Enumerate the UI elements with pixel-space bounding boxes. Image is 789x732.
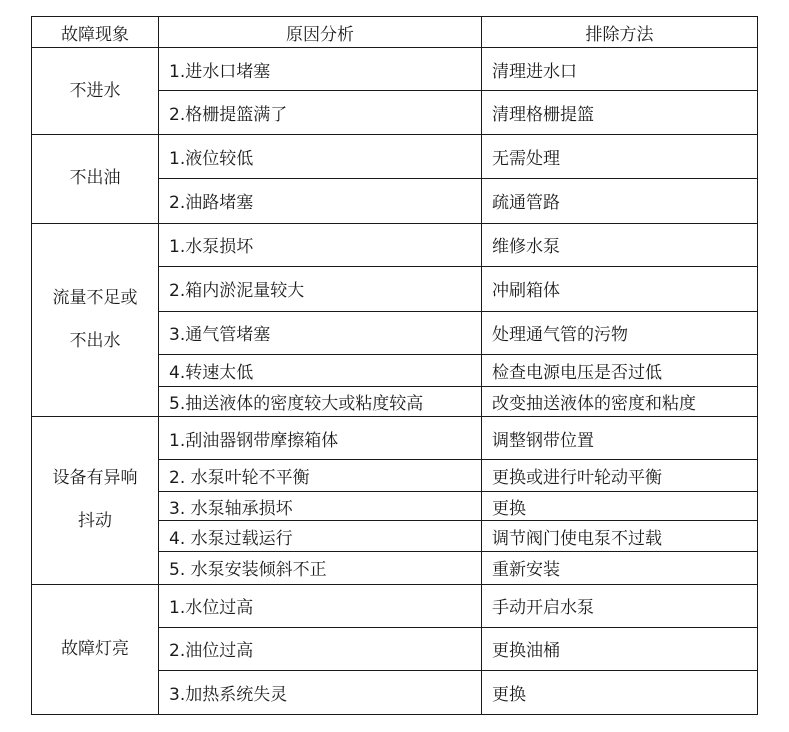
cause-cell: 3. 水泵轴承损坏 xyxy=(159,492,482,521)
fix-cell: 更换 xyxy=(482,670,758,714)
cause-cell: 2. 水泵叶轮不平衡 xyxy=(159,460,482,492)
symptom-cell xyxy=(32,48,159,135)
cause-cell: 4. 水泵过载运行 xyxy=(159,521,482,552)
header-symptom: 故障现象 xyxy=(32,17,159,48)
troubleshooting-table xyxy=(31,16,758,715)
fix-cell: 更换 xyxy=(482,492,758,521)
symptom-line: 流量不足或 xyxy=(52,287,138,308)
fix-cell: 清理进水口 xyxy=(482,48,758,91)
table-row xyxy=(32,417,758,460)
cause-cell: 3.加热系统失灵 xyxy=(159,670,482,714)
fix-cell: 调节阀门使电泵不过载 xyxy=(482,521,758,552)
symptom-line: 不出油 xyxy=(69,168,121,189)
cause-cell: 2.油路堵塞 xyxy=(159,179,482,223)
cause-cell: 1.刮油器钢带摩擦箱体 xyxy=(159,417,482,460)
table-row xyxy=(32,135,758,179)
table-row xyxy=(32,584,758,627)
cause-cell: 1.进水口堵塞 xyxy=(159,48,482,91)
cause-cell: 2.油位过高 xyxy=(159,627,482,670)
header-cause: 原因分析 xyxy=(159,17,482,48)
fix-cell: 冲刷箱体 xyxy=(482,266,758,311)
cause-cell: 1.液位较低 xyxy=(159,135,482,179)
symptom-line: 设备有异响 xyxy=(52,468,138,489)
cause-cell: 2.箱内淤泥量较大 xyxy=(159,266,482,311)
fix-cell: 维修水泵 xyxy=(482,223,758,266)
symptom-cell xyxy=(32,135,159,223)
fix-cell: 疏通管路 xyxy=(482,179,758,223)
fix-cell: 检查电源电压是否过低 xyxy=(482,354,758,386)
fix-cell: 更换油桶 xyxy=(482,627,758,670)
fix-cell: 处理通气管的污物 xyxy=(482,311,758,354)
symptom-line: 故障灯亮 xyxy=(61,638,129,659)
table-row xyxy=(32,223,758,266)
symptom-line: 抖动 xyxy=(78,511,112,532)
fix-cell: 清理格栅提篮 xyxy=(482,91,758,135)
symptom-line: 不进水 xyxy=(69,80,121,101)
symptom-cell xyxy=(32,584,159,714)
fix-cell: 重新安装 xyxy=(482,552,758,584)
symptom-cell xyxy=(32,223,159,417)
fix-cell: 手动开启水泵 xyxy=(482,584,758,627)
fix-cell: 更换或进行叶轮动平衡 xyxy=(482,460,758,492)
cause-cell: 4.转速太低 xyxy=(159,354,482,386)
symptom-line: 不出水 xyxy=(69,330,121,351)
cause-cell: 5. 水泵安装倾斜不正 xyxy=(159,552,482,584)
fix-cell: 无需处理 xyxy=(482,135,758,179)
cause-cell: 1.水泵损坏 xyxy=(159,223,482,266)
fix-cell: 改变抽送液体的密度和粘度 xyxy=(482,386,758,416)
cause-cell: 2.格栅提篮满了 xyxy=(159,91,482,135)
cause-cell: 5.抽送液体的密度较大或粘度较高 xyxy=(159,386,482,416)
fix-cell: 调整钢带位置 xyxy=(482,417,758,460)
header-fix: 排除方法 xyxy=(482,17,758,48)
cause-cell: 1.水位过高 xyxy=(159,584,482,627)
table-row xyxy=(32,48,758,91)
header-row xyxy=(32,17,758,48)
symptom-cell xyxy=(32,417,159,584)
cause-cell: 3.通气管堵塞 xyxy=(159,311,482,354)
